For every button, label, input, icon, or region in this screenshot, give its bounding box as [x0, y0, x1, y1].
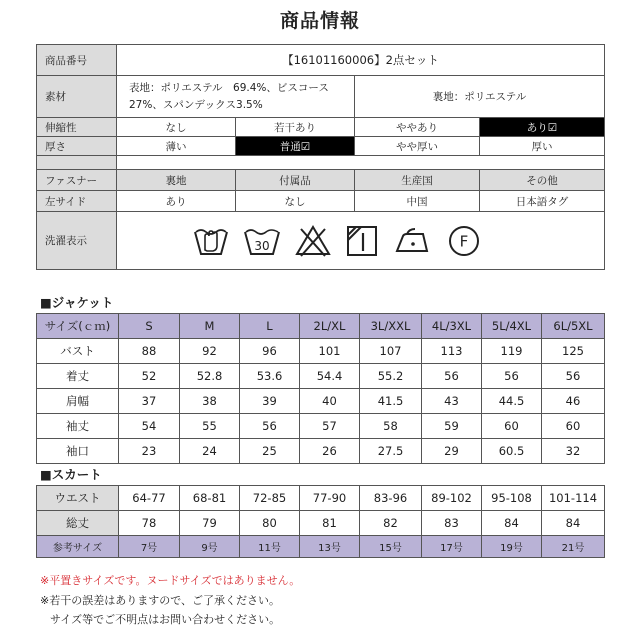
skirt-row-length	[37, 511, 605, 536]
skirt-cell: 15号	[360, 536, 422, 558]
spacer-label	[37, 156, 117, 170]
jacket-header-5l: 5L/4XL	[482, 314, 542, 339]
jacket-cell: 57	[300, 414, 360, 439]
skirt-cell: 78	[119, 511, 180, 536]
stretch-option-slight: 若干あり	[236, 118, 355, 137]
attr-value-other: 日本語タグ	[480, 191, 605, 212]
skirt-row-label: 参考サイズ	[37, 536, 119, 558]
skirt-cell: 64-77	[119, 486, 180, 511]
skirt-cell: 68-81	[180, 486, 240, 511]
outer-material-line2: 27%、スパンデックス3.5%	[129, 98, 263, 111]
jacket-cell: 101	[300, 339, 360, 364]
jacket-row-label: 袖丈	[37, 414, 119, 439]
attr-header-other: その他	[480, 170, 605, 191]
jacket-header-s: S	[119, 314, 180, 339]
jacket-cell: 27.5	[360, 439, 422, 464]
note-flat-measurement: ※平置きサイズです。ヌードサイズではありません。	[40, 574, 301, 587]
skirt-cell: 101-114	[542, 486, 605, 511]
jacket-header-6l: 6L/5XL	[542, 314, 605, 339]
no-bleach-icon	[295, 224, 331, 258]
jacket-cell: 41.5	[360, 389, 422, 414]
care-icons-cell	[117, 212, 605, 270]
product-info-table	[36, 44, 605, 270]
jacket-cell: 23	[119, 439, 180, 464]
jacket-row-label: 着丈	[37, 364, 119, 389]
jacket-cell: 119	[482, 339, 542, 364]
skirt-row-waist	[37, 486, 605, 511]
jacket-cell: 56	[542, 364, 605, 389]
thickness-option-thin: 薄い	[117, 137, 236, 156]
jacket-row-label: バスト	[37, 339, 119, 364]
spacer-cell	[117, 156, 605, 170]
jacket-row-cuff	[37, 439, 605, 464]
thickness-option-thick: 厚い	[480, 137, 605, 156]
jacket-cell: 24	[180, 439, 240, 464]
product-no-value: 【16101160006】2点セット	[117, 45, 605, 76]
jacket-cell: 26	[300, 439, 360, 464]
attr-header-lining: 裏地	[117, 170, 236, 191]
jacket-size-table	[36, 313, 605, 464]
jacket-row-length	[37, 364, 605, 389]
jacket-header-m: M	[180, 314, 240, 339]
jacket-cell: 39	[240, 389, 300, 414]
jacket-header-3l: 3L/XXL	[360, 314, 422, 339]
attr-header-accessories: 付属品	[236, 170, 355, 191]
jacket-row-bust	[37, 339, 605, 364]
stretch-label: 伸縮性	[37, 118, 117, 137]
jacket-cell: 38	[180, 389, 240, 414]
low-iron-icon	[393, 224, 433, 258]
lining-material: 裏地：ポリエステル	[355, 76, 605, 118]
jacket-cell: 25	[240, 439, 300, 464]
thickness-option-somewhat-thick: やや厚い	[355, 137, 480, 156]
jacket-cell: 55	[180, 414, 240, 439]
jacket-cell: 88	[119, 339, 180, 364]
product-no-label: 商品番号	[37, 45, 117, 76]
skirt-row-label: ウエスト	[37, 486, 119, 511]
jacket-row-label: 袖口	[37, 439, 119, 464]
skirt-row-reference	[37, 536, 605, 558]
jacket-cell: 96	[240, 339, 300, 364]
jacket-cell: 58	[360, 414, 422, 439]
skirt-cell: 17号	[422, 536, 482, 558]
dry-clean-letter: F	[459, 232, 469, 250]
jacket-cell: 56	[482, 364, 542, 389]
stretch-option-yes-selected: あり☑	[480, 118, 605, 137]
thickness-option-normal-selected: 普通☑	[236, 137, 355, 156]
jacket-cell: 52	[119, 364, 180, 389]
jacket-header-2l: 2L/XL	[300, 314, 360, 339]
skirt-cell: 13号	[300, 536, 360, 558]
jacket-cell: 54	[119, 414, 180, 439]
material-label: 素材	[37, 76, 117, 118]
outer-material	[117, 76, 355, 118]
jacket-cell: 56	[422, 364, 482, 389]
skirt-cell: 82	[360, 511, 422, 536]
jacket-cell: 32	[542, 439, 605, 464]
jacket-cell: 54.4	[300, 364, 360, 389]
jacket-cell: 56	[240, 414, 300, 439]
care-label: 洗濯表示	[37, 212, 117, 270]
jacket-cell: 53.6	[240, 364, 300, 389]
jacket-cell: 43	[422, 389, 482, 414]
skirt-cell: 79	[180, 511, 240, 536]
jacket-row-shoulder	[37, 389, 605, 414]
skirt-cell: 95-108	[482, 486, 542, 511]
skirt-cell: 9号	[180, 536, 240, 558]
skirt-cell: 89-102	[422, 486, 482, 511]
note-tolerance: ※若干の誤差はありますので、ご了承ください。	[40, 594, 280, 607]
jacket-cell: 40	[300, 389, 360, 414]
hand-wash-icon	[193, 224, 229, 258]
skirt-size-table	[36, 485, 605, 558]
jacket-header-size: サイズ(ｃｍ)	[37, 314, 119, 339]
jacket-cell: 113	[422, 339, 482, 364]
skirt-cell: 83	[422, 511, 482, 536]
jacket-header-l: L	[240, 314, 300, 339]
jacket-row-sleeve	[37, 414, 605, 439]
skirt-cell: 77-90	[300, 486, 360, 511]
attr-value-accessories: なし	[236, 191, 355, 212]
skirt-heading: ■スカート	[40, 467, 102, 482]
skirt-cell: 21号	[542, 536, 605, 558]
jacket-cell: 107	[360, 339, 422, 364]
jacket-cell: 55.2	[360, 364, 422, 389]
stretch-option-somewhat: ややあり	[355, 118, 480, 137]
jacket-cell: 92	[180, 339, 240, 364]
outer-material-line1: 表地：ポリエステル 69.4%、ビスコース	[129, 81, 329, 94]
skirt-cell: 19号	[482, 536, 542, 558]
thickness-label: 厚さ	[37, 137, 117, 156]
jacket-heading: ■ジャケット	[40, 295, 114, 310]
jacket-cell: 46	[542, 389, 605, 414]
page-title: 商品情報	[279, 10, 360, 32]
fastener-label: ファスナー	[37, 170, 117, 191]
jacket-cell: 44.5	[482, 389, 542, 414]
jacket-row-label: 肩幅	[37, 389, 119, 414]
attr-value-lining: あり	[117, 191, 236, 212]
skirt-cell: 7号	[119, 536, 180, 558]
jacket-cell: 52.8	[180, 364, 240, 389]
jacket-cell: 37	[119, 389, 180, 414]
wash-temperature: 30	[254, 238, 270, 253]
jacket-cell: 29	[422, 439, 482, 464]
jacket-header-4l: 4L/3XL	[422, 314, 482, 339]
line-dry-icon	[345, 224, 379, 258]
jacket-cell: 60	[542, 414, 605, 439]
jacket-cell: 60.5	[482, 439, 542, 464]
skirt-cell: 81	[300, 511, 360, 536]
jacket-cell: 60	[482, 414, 542, 439]
dry-clean-f-icon	[447, 224, 481, 258]
left-side-label: 左サイド	[37, 191, 117, 212]
attr-value-origin: 中国	[355, 191, 480, 212]
jacket-cell: 59	[422, 414, 482, 439]
skirt-cell: 83-96	[360, 486, 422, 511]
wash-30-icon	[243, 224, 281, 258]
jacket-cell: 125	[542, 339, 605, 364]
skirt-row-label: 総丈	[37, 511, 119, 536]
skirt-cell: 84	[542, 511, 605, 536]
skirt-cell: 72-85	[240, 486, 300, 511]
skirt-cell: 84	[482, 511, 542, 536]
skirt-cell: 80	[240, 511, 300, 536]
attr-header-origin: 生産国	[355, 170, 480, 191]
skirt-cell: 11号	[240, 536, 300, 558]
stretch-option-none: なし	[117, 118, 236, 137]
note-contact: サイズ等でご不明点はお問い合わせください。	[50, 613, 281, 626]
